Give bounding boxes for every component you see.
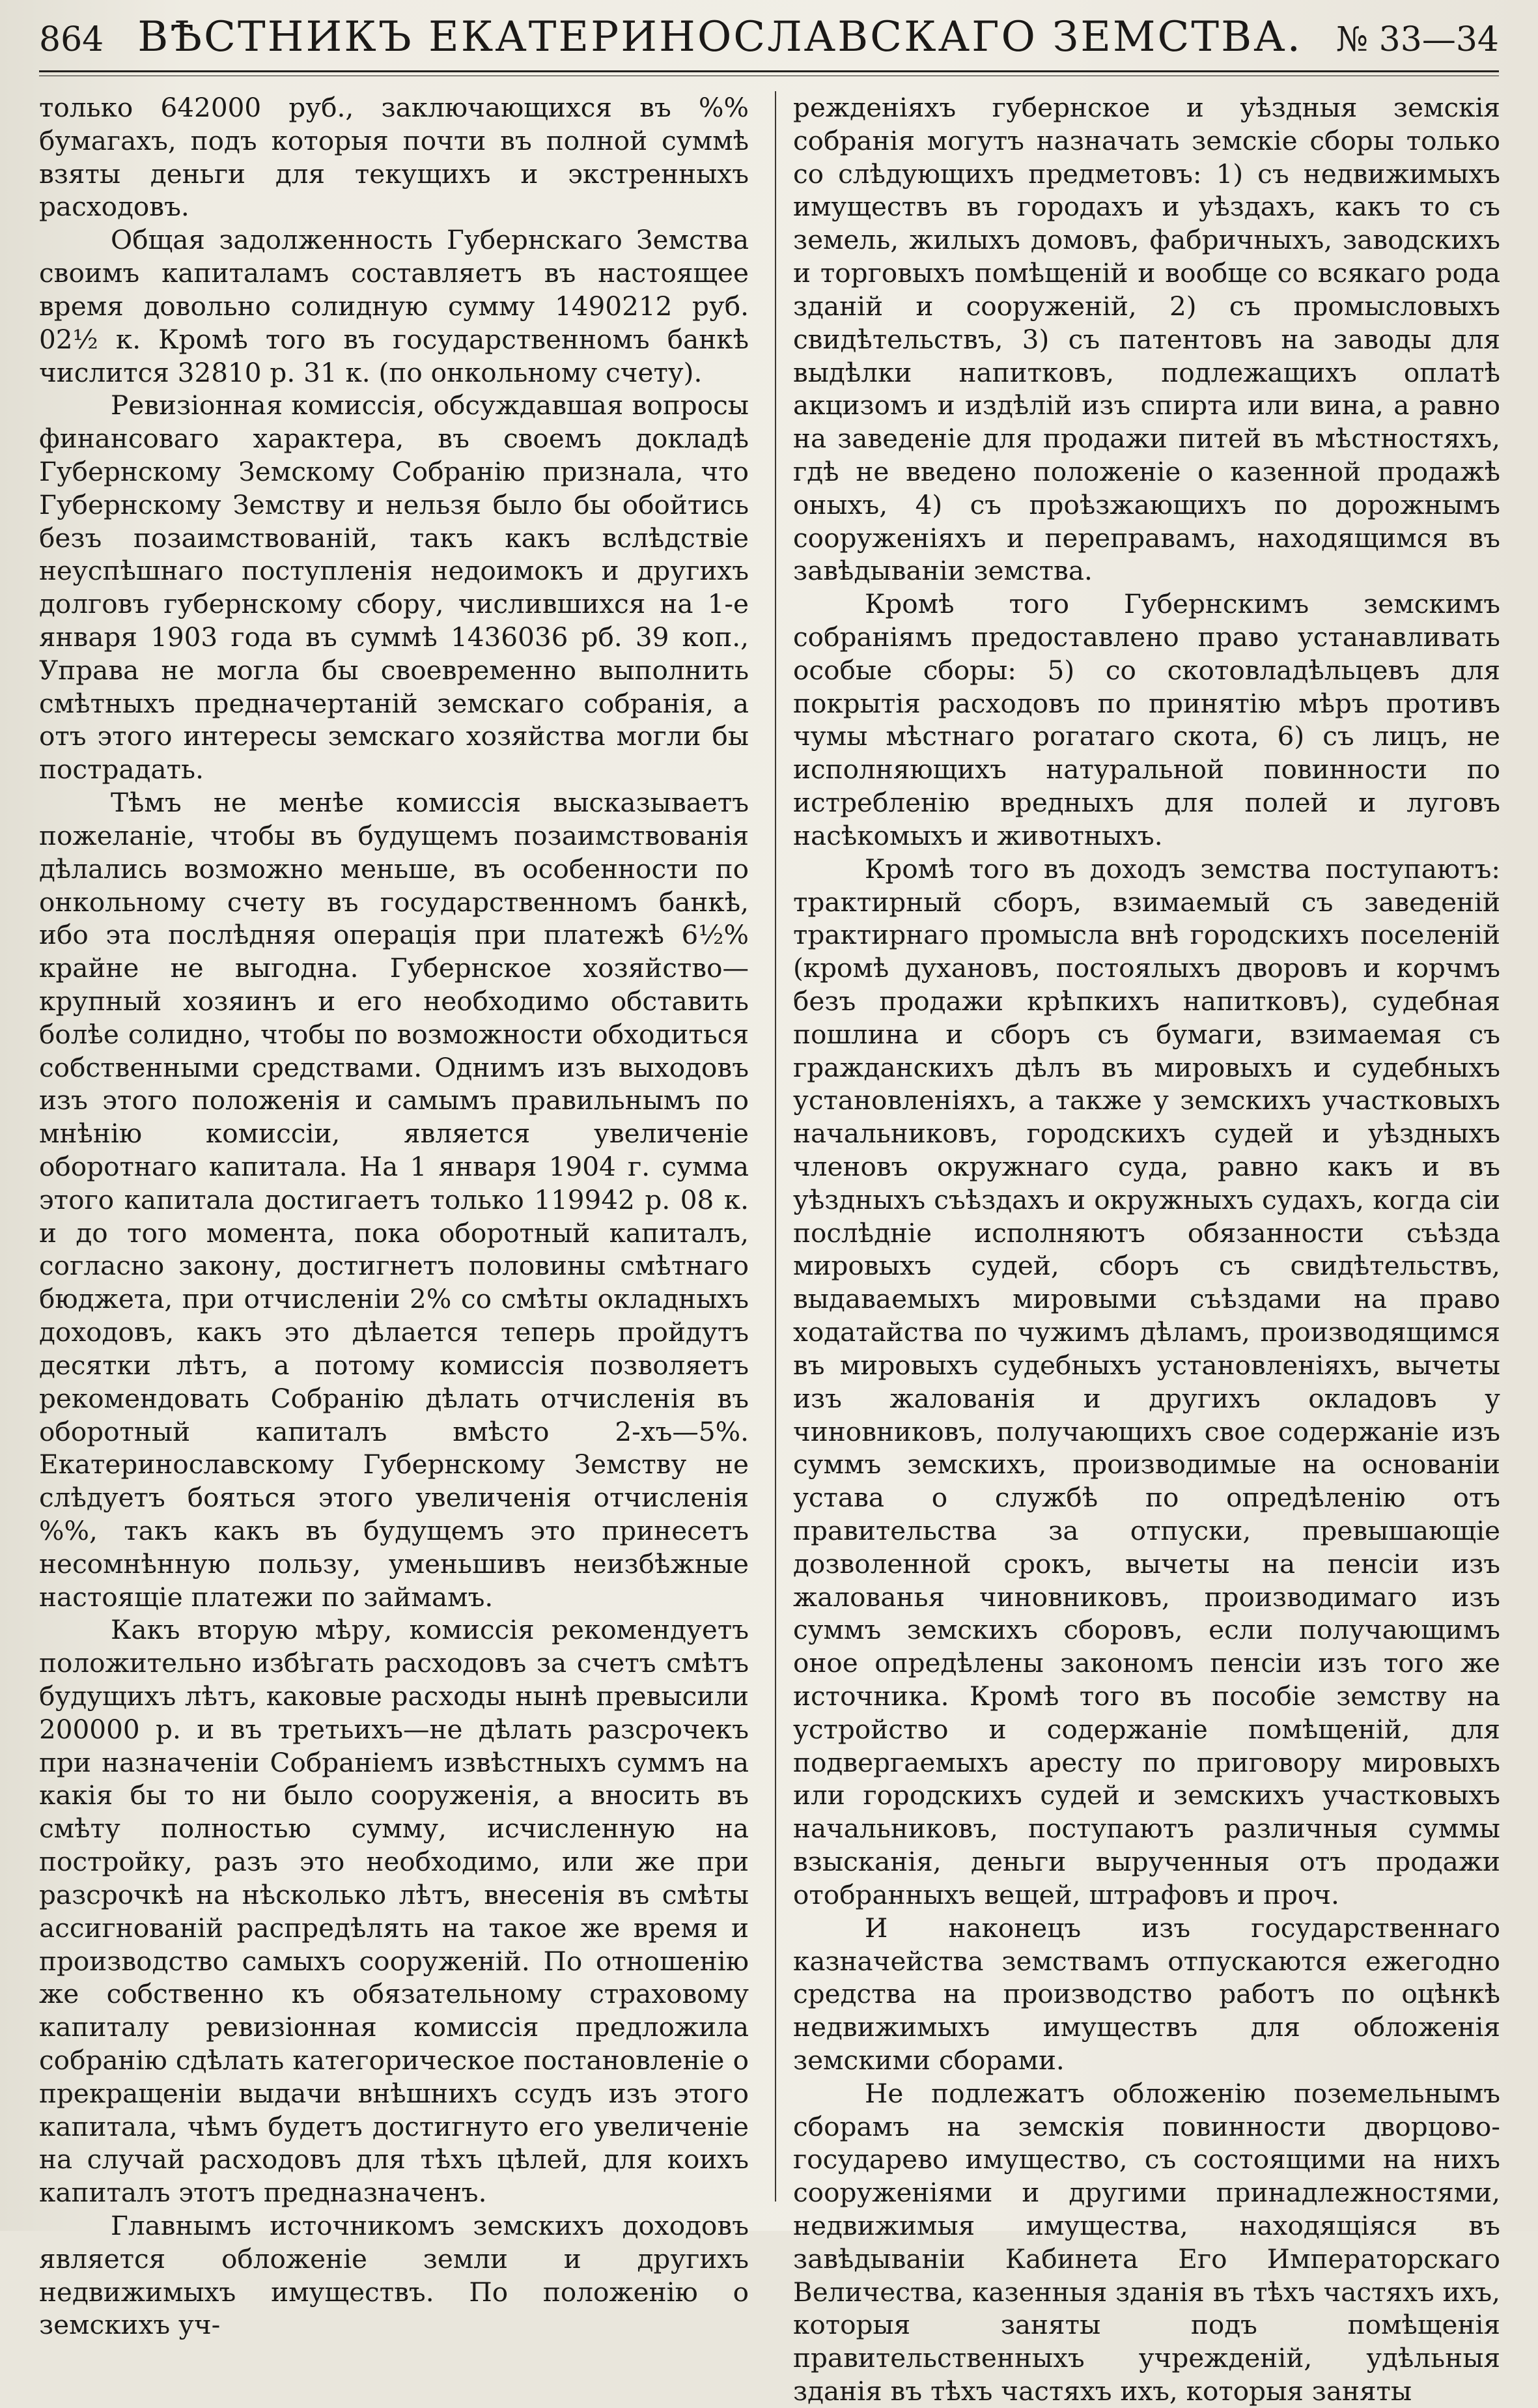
paragraph: Главнымъ источникомъ земскихъ доходовъ является обложеніе земли и другихъ недвижимыхъ имуществъ. По положенію о земскихъ уч- [39, 2210, 749, 2341]
header-rule [39, 70, 1499, 72]
paragraph: Тѣмъ не менѣе комиссія высказываетъ пожеланіе, чтобы въ будущемъ позаимствованія дѣлались возможно меньше, въ особенности по онкольному счету въ государственномъ банкѣ, ибо эта послѣдняя операція при платежѣ 6½% крайне не выгодна. Губернское хозяйство—крупный хозяинъ и его необходимо обставить болѣе солидно, чтобы по возможности обходиться собственными средствами. Однимъ изъ выходовъ изъ этого положенія и самымъ правильнымъ по мнѣнію комиссіи, является увеличеніе оборотнаго капитала. На 1 января 1904 г. сумма этого капитала достигаетъ только 119942 р. 08 к. и до того момента, пока оборотный капиталъ, согласно закону, достигнетъ половины смѣтнаго бюджета, при отчисленіи 2% со смѣты окладныхъ доходовъ, какъ это дѣлается теперь пройдутъ десятки лѣтъ, а потому комиссія позволяетъ рекомендовать Собранію дѣлать отчисленія въ оборотный капиталъ вмѣсто 2-хъ—5%. Екатеринославскому Губернскому Земству не слѣдуетъ бояться этого увеличенія отчисленія %%, такъ какъ въ будущемъ это принесетъ несомнѣнную пользу, уменьшивъ неизбѣжные настоящіе платежи по займамъ. [39, 787, 749, 1613]
page-header [39, 13, 1499, 65]
paragraph: режденіяхъ губернское и уѣздныя земскія собранія могутъ назначать земскіе сборы только со слѣдующихъ предметовъ: 1) съ недвижимыхъ имуществъ въ городахъ и уѣздахъ, какъ то съ земель, жилыхъ домовъ, фабричныхъ, заводскихъ и торговыхъ помѣщеній и вообще со всякаго рода зданій и сооруженій, 2) съ промысловыхъ свидѣтельствъ, 3) съ патентовъ на заводы для выдѣлки напитковъ, подлежащихъ оплатѣ акцизомъ и издѣлій изъ спирта или вина, а равно на заведеніе для продажи питей въ мѣстностяхъ, гдѣ не введено положеніе о казенной продажѣ оныхъ, 4) съ проѣзжающихъ по дорожнымъ сооруженіяхъ и переправамъ, находящимся въ завѣдываніи земства. [793, 92, 1500, 587]
paragraph: Кромѣ того въ доходъ земства поступаютъ: трактирный сборъ, взимаемый съ заведеній трактирнаго промысла внѣ городскихъ поселеній (кромѣ духановъ, постоялыхъ дворовъ и корчмъ безъ продажи крѣпкихъ напитковъ), судебная пошлина и сборъ съ бумаги, взимаемая съ гражданскихъ дѣлъ въ мировыхъ и судебныхъ установленіяхъ, а также у земскихъ участковыхъ начальниковъ, городскихъ судей и уѣздныхъ членовъ окружнаго суда, равно какъ и въ уѣздныхъ съѣздахъ и окружныхъ судахъ, когда сіи послѣдніе исполняютъ обязанности съѣзда мировыхъ судей, сборъ съ свидѣтельствъ, выдаваемыхъ мировыми съѣздами на право ходатайства по чужимъ дѣламъ, производящимся въ мировыхъ судебныхъ установленіяхъ, вычеты изъ жалованія и другихъ окладовъ у чиновниковъ, получающихъ свое содержаніе изъ суммъ земскихъ, производимые на основаніи устава о службѣ по опредѣленію отъ правительства за отпуски, превышающіе дозволенной срокъ, вычеты на пенсіи изъ жалованья чиновниковъ, производимаго изъ суммъ земскихъ сборовъ, если получающимъ оное опредѣлены закономъ пенсіи изъ того же источника. Кромѣ того въ пособіе земству на устройство и содержаніе помѣщеній, для подвергаемыхъ аресту по приговору мировыхъ или городскихъ судей и земскихъ участковыхъ начальниковъ, поступаютъ различныя суммы взысканія, деньги вырученныя отъ продажи отобранныхъ вещей, штрафовъ и проч. [793, 853, 1500, 1910]
paragraph: Какъ вторую мѣру, комиссія рекомендуетъ положительно избѣгать расходовъ за счетъ смѣтъ будущихъ лѣтъ, каковые расходы нынѣ превысили 200000 р. и въ третьихъ—не дѣлать разсрочекъ при назначеніи Собраніемъ извѣстныхъ суммъ на какія бы то ни было сооруженія, а вносить въ смѣту полностью сумму, исчисленную на постройку, разъ это необходимо, или же при разсрочкѣ на нѣсколько лѣтъ, внесенія въ смѣты ассигнованій распредѣлять на такое же время и производство самыхъ сооруженій. По отношенію же собственно къ обязательному страховому капиталу ревизіонная комиссія предложила собранію сдѣлать категорическое постановленіе о прекращеніи выдачи внѣшнихъ ссудъ изъ этого капитала, чѣмъ будетъ достигнуто его увеличеніе на случай расходовъ для тѣхъ цѣлей, для коихъ капиталъ этотъ предназначенъ. [39, 1614, 749, 2209]
page-number: 864 [39, 20, 104, 59]
paragraph: Не подлежатъ обложенію поземельнымъ сборамъ на земскія повинности дворцово-государево имущество, съ состоящими на нихъ сооруженіями и другими принадлежностями, недвижимыя имущества, находящіяся въ завѣдываніи Кабинета Его Императорскаго Величества, казенныя зданія въ тѣхъ частяхъ ихъ, которыя заняты подъ помѣщенія правительственныхъ учрежденій, удѣльныя зданія въ тѣхъ частяхъ ихъ, которыя заняты [793, 2077, 1500, 2407]
paragraph: Кромѣ того Губернскимъ земскимъ собраніямъ предоставлено право устанавливать особые сборы: 5) со скотовладѣльцевъ для покрытія расходовъ по принятію мѣръ противъ чумы мѣстнаго рогатаго скота, 6) съ лицъ, не исполняющихъ натуральной повинности по истребленію вредныхъ для полей и луговъ насѣкомыхъ и животныхъ. [793, 588, 1500, 851]
paragraph: Общая задолженность Губернскаго Земства своимъ капиталамъ составляетъ въ настоящее время довольно солидную сумму 1490212 руб. 02½ к. Кромѣ того въ государственномъ банкѣ числится 32810 р. 31 к. (по онкольному счету). [39, 224, 749, 388]
paragraph: только 642000 руб., заключающихся въ %% бумагахъ, подъ которыя почти въ полной суммѣ взяты деньги для текущихъ и экстренныхъ расходовъ. [39, 92, 749, 223]
left-column [39, 91, 749, 2341]
paragraph: Ревизіонная комиссія, обсуждавшая вопросы финансоваго характера, въ своемъ докладѣ Губернскому Земскому Собранію признала, что Губернскому Земству и нельзя было бы обойтись безъ позаимствованій, такъ какъ вслѣдствіе неуспѣшнаго поступленія недоимокъ и другихъ долговъ губернскому сбору, числившихся на 1-е января 1903 года въ суммѣ 1436036 рб. 39 коп., Управа не могла бы своевременно выполнить смѣтныхъ предначертаній земскаго собранія, а отъ этого интересы земскаго хозяйства могли бы пострадать. [39, 390, 749, 786]
paragraph: И наконецъ изъ государственнаго казначейства земствамъ отпускаются ежегодно средства на производство работъ по оцѣнкѣ недвижимыхъ имуществъ для обложенія земскими сборами. [793, 1912, 1500, 2076]
journal-title: ВѢСТНИКЪ ЕКАТЕРИНОСЛАВСКАГО ЗЕМСТВА. [137, 13, 1302, 61]
right-column [793, 91, 1500, 2407]
issue-number: № 33—34 [1335, 20, 1499, 59]
column-divider [775, 91, 776, 2202]
